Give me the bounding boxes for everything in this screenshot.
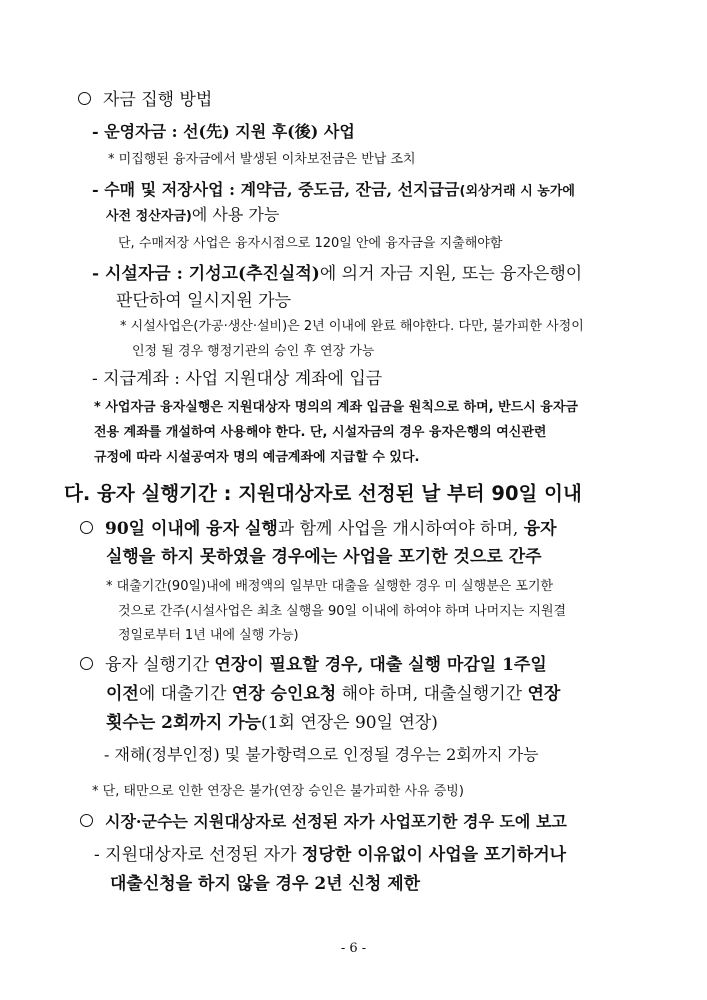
purchase-line-2: 사전 정산자금)에 사용 가능 <box>106 205 280 224</box>
facility-line-1: - 시설자금 : 기성고(추진실적)에 의거 자금 지원, 또는 융자은행이 <box>92 264 583 284</box>
para-1-note-2: 것으로 간주(시설사업은 최초 실행을 90일 이내에 하여야 하며 나머지는 지원결 <box>118 604 567 619</box>
para-3-sub-line-2: 대출신청을 하지 않을 경우 2년 신청 제한 <box>110 874 421 894</box>
facility-note-1: * 시설사업은(가공·생산·설비)은 2년 이내에 완료 해야한다. 다만, 불가피한 사정이 <box>120 319 584 334</box>
operating-fund-note: * 미집행된 융자금에서 발생된 이차보전금은 반납 조치 <box>108 152 416 167</box>
circle-bullet-icon <box>78 92 91 105</box>
para-2-line-3: 횟수는 2회까지 가능(1회 연장은 90일 연장) <box>106 713 438 733</box>
para-3-heading: 시장·군수는 지원대상자로 선정된 자가 사업포기한 경우 도에 보고 <box>80 813 567 831</box>
execution-note-3: 규정에 따라 시설공여자 명의 예금계좌에 지급할 수 있다. <box>94 450 420 465</box>
para-1-line-1: 90일 이내에 융자 실행과 함께 사업을 개시하여야 하며, 융자 <box>80 520 557 540</box>
section-heading-fund-execution: 자금 집행 방법 <box>78 91 212 111</box>
execution-note-1: * 사업자금 융자실행은 지원대상자 명의의 계좌 입금을 원칙으로 하며, 반드시 융자금 <box>94 400 578 415</box>
facility-line-2: 판단하여 일시지원 가능 <box>116 291 292 311</box>
para-1-note-3: 정일로부터 1년 내에 실행 가능) <box>118 628 299 643</box>
para-2-sub: - 재해(정부인정) 및 불가항력으로 인정될 경우는 2회까지 가능 <box>104 745 539 764</box>
section-title-loan-period: 다. 융자 실행기간 : 지원대상자로 선정된 날 부터 90일 이내 <box>64 482 582 505</box>
para-2-line-2: 이전에 대출기간 연장 승인요청 해야 하며, 대출실행기간 연장 <box>106 684 561 704</box>
circle-bullet-icon <box>80 521 93 534</box>
para-3-sub-line-1: - 지원대상자로 선정된 자가 정당한 이유없이 사업을 포기하거나 <box>94 845 567 865</box>
facility-note-2: 인정 될 경우 행정기관의 승인 후 연장 가능 <box>132 344 375 359</box>
execution-note-2: 전용 계좌를 개설하여 사용해야 한다. 단, 시설자금의 경우 융자은행의 여신관련 <box>94 425 547 440</box>
circle-bullet-icon <box>80 657 93 670</box>
purchase-line-1: - 수매 및 저장사업 : 계약금, 중도금, 잔금, 선지급금(외상거래 시 농가에 <box>92 180 575 199</box>
purchase-note: 단, 수매저장 사업은 융자시점으로 120일 안에 융자금을 지출해야함 <box>118 236 503 251</box>
circle-bullet-icon <box>80 814 93 827</box>
para-1-note-1: * 대출기간(90일)내에 배정액의 일부만 대출을 실행한 경우 미 실행분은 포기한 <box>106 579 554 594</box>
para-1-line-2: 실행을 하지 못하였을 경우에는 사업을 포기한 것으로 간주 <box>106 547 542 567</box>
page-number: - 6 - <box>340 941 367 956</box>
account-line: - 지급계좌 : 사업 지원대상 계좌에 입금 <box>92 369 383 389</box>
para-2-line-1: 융자 실행기간 연장이 필요할 경우, 대출 실행 마감일 1주일 <box>80 656 547 676</box>
operating-fund-line: - 운영자금 : 선(先) 지원 후(後) 사업 <box>92 122 355 141</box>
para-2-note: * 단, 태만으로 인한 연장은 불가(연장 승인은 불가피한 사유 증빙) <box>92 784 464 799</box>
